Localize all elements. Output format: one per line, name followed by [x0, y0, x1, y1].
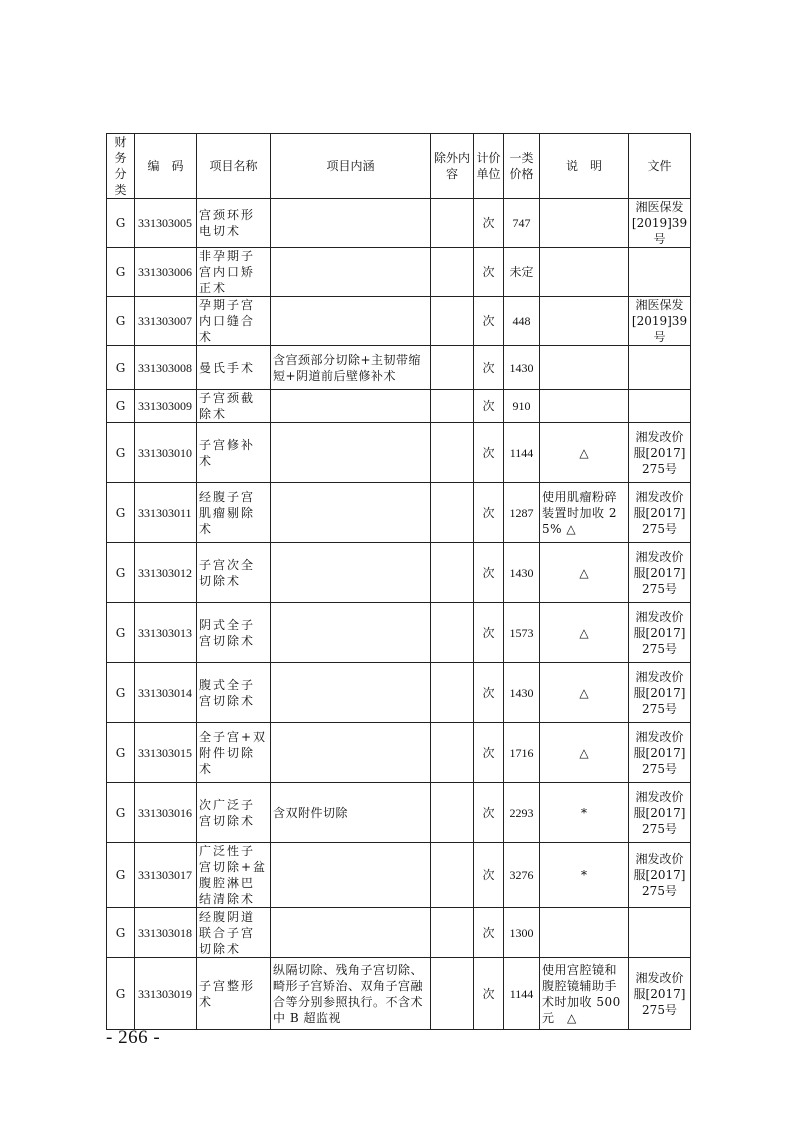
row-unit: 次 [474, 297, 504, 346]
table-row [107, 843, 691, 908]
row-category: G [107, 603, 135, 663]
row-name: 次广泛子宫切除术 [197, 783, 271, 843]
row-file: 湘发改价服[2017]275号 [629, 603, 691, 663]
row-note: △ [540, 423, 629, 483]
row-price: 2293 [504, 783, 540, 843]
row-content [271, 199, 431, 248]
row-code: 331303018 [135, 908, 197, 958]
row-note [540, 390, 629, 423]
row-exclusions [431, 346, 474, 390]
row-exclusions [431, 390, 474, 423]
table-row [107, 603, 691, 663]
row-note: △ [540, 603, 629, 663]
header-note: 说 明 [540, 134, 629, 199]
row-note [540, 346, 629, 390]
row-name: 广泛性子宫切除+盆腹腔淋巴结清除术 [197, 843, 271, 908]
row-code: 331303019 [135, 958, 197, 1030]
row-unit: 次 [474, 663, 504, 723]
table-row [107, 248, 691, 297]
row-file: 湘发改价服[2017]275号 [629, 783, 691, 843]
row-note [540, 248, 629, 297]
row-file: 湘发改价服[2017]275号 [629, 483, 691, 543]
row-category: G [107, 723, 135, 783]
table-row [107, 723, 691, 783]
header-unit: 计价单位 [474, 134, 504, 199]
row-content [271, 390, 431, 423]
row-price: 1716 [504, 723, 540, 783]
row-category: G [107, 297, 135, 346]
row-unit: 次 [474, 958, 504, 1030]
row-unit: 次 [474, 346, 504, 390]
row-price: 1300 [504, 908, 540, 958]
row-unit: 次 [474, 543, 504, 603]
table-row [107, 663, 691, 723]
row-content [271, 248, 431, 297]
row-file [629, 908, 691, 958]
row-category: G [107, 958, 135, 1030]
table-row [107, 390, 691, 423]
row-content: 含双附件切除 [271, 783, 431, 843]
row-exclusions [431, 843, 474, 908]
row-category: G [107, 543, 135, 603]
row-unit: 次 [474, 199, 504, 248]
row-price: 448 [504, 297, 540, 346]
header-content: 项目内涵 [271, 134, 431, 199]
row-file: 湘发改价服[2017]275号 [629, 958, 691, 1030]
row-price: 1430 [504, 663, 540, 723]
row-name: 阴式全子宫切除术 [197, 603, 271, 663]
row-name: 子宫整形术 [197, 958, 271, 1030]
header-name: 项目名称 [197, 134, 271, 199]
table-row [107, 199, 691, 248]
row-content [271, 543, 431, 603]
row-price: 747 [504, 199, 540, 248]
row-name: 全子宫+双附件切除术 [197, 723, 271, 783]
row-note: △ [540, 663, 629, 723]
table-row [107, 908, 691, 958]
row-price: 未定 [504, 248, 540, 297]
row-content [271, 723, 431, 783]
row-content [271, 843, 431, 908]
row-file: 湘医保发[2019]39号 [629, 199, 691, 248]
row-name: 宫颈环形电切术 [197, 199, 271, 248]
row-name: 经腹子宫肌瘤剔除术 [197, 483, 271, 543]
row-category: G [107, 908, 135, 958]
row-note: △ [540, 543, 629, 603]
row-note: * [540, 783, 629, 843]
row-unit: 次 [474, 908, 504, 958]
row-name: 腹式全子宫切除术 [197, 663, 271, 723]
row-note: △ [540, 723, 629, 783]
row-name: 曼氏手术 [197, 346, 271, 390]
table-row [107, 346, 691, 390]
row-exclusions [431, 297, 474, 346]
row-code: 331303008 [135, 346, 197, 390]
header-price: 一类价格 [504, 134, 540, 199]
row-code: 331303012 [135, 543, 197, 603]
row-name: 子宫修补术 [197, 423, 271, 483]
row-code: 331303014 [135, 663, 197, 723]
row-exclusions [431, 543, 474, 603]
row-price: 1573 [504, 603, 540, 663]
row-price: 3276 [504, 843, 540, 908]
row-note [540, 297, 629, 346]
row-category: G [107, 423, 135, 483]
row-exclusions [431, 723, 474, 783]
header-exclusions: 除外内容 [431, 134, 474, 199]
row-note: 使用肌瘤粉碎装置时加收 25% △ [540, 483, 629, 543]
row-name: 经腹阴道联合子宫切除术 [197, 908, 271, 958]
row-category: G [107, 390, 135, 423]
row-category: G [107, 843, 135, 908]
row-file: 湘发改价服[2017]275号 [629, 423, 691, 483]
row-exclusions [431, 423, 474, 483]
row-exclusions [431, 958, 474, 1030]
row-unit: 次 [474, 723, 504, 783]
row-category: G [107, 346, 135, 390]
row-price: 1287 [504, 483, 540, 543]
row-content [271, 423, 431, 483]
row-code: 331303005 [135, 199, 197, 248]
table-row [107, 543, 691, 603]
row-content [271, 297, 431, 346]
row-name: 非孕期子宫内口矫正术 [197, 248, 271, 297]
row-content: 含宫颈部分切除+主韧带缩短+阴道前后壁修补术 [271, 346, 431, 390]
row-name: 子宫次全切除术 [197, 543, 271, 603]
row-content [271, 483, 431, 543]
row-code: 331303016 [135, 783, 197, 843]
row-file [629, 390, 691, 423]
row-exclusions [431, 663, 474, 723]
row-unit: 次 [474, 248, 504, 297]
row-file: 湘发改价服[2017]275号 [629, 723, 691, 783]
row-content: 纵隔切除、残角子宫切除、畸形子宫矫治、双角子宫融合等分别参照执行。不含术中 B 超监视 [271, 958, 431, 1030]
row-category: G [107, 663, 135, 723]
header-category: 财务分类 [107, 134, 135, 199]
row-unit: 次 [474, 390, 504, 423]
row-code: 331303017 [135, 843, 197, 908]
page-number: - 266 - [106, 1027, 161, 1048]
row-note [540, 199, 629, 248]
row-category: G [107, 248, 135, 297]
row-price: 1144 [504, 423, 540, 483]
row-file [629, 346, 691, 390]
table-row [107, 483, 691, 543]
row-content [271, 663, 431, 723]
row-name: 孕期子宫内口缝合术 [197, 297, 271, 346]
row-exclusions [431, 783, 474, 843]
table-row [107, 423, 691, 483]
row-exclusions [431, 603, 474, 663]
row-exclusions [431, 908, 474, 958]
table-header-row [107, 134, 691, 199]
row-file: 湘发改价服[2017]275号 [629, 843, 691, 908]
row-price: 1144 [504, 958, 540, 1030]
table-row [107, 783, 691, 843]
row-file: 湘发改价服[2017]275号 [629, 543, 691, 603]
row-content [271, 603, 431, 663]
row-code: 331303013 [135, 603, 197, 663]
row-note: * [540, 843, 629, 908]
row-price: 1430 [504, 543, 540, 603]
row-file: 湘医保发[2019]39号 [629, 297, 691, 346]
row-content [271, 908, 431, 958]
row-unit: 次 [474, 483, 504, 543]
table-row [107, 297, 691, 346]
table-body [107, 199, 691, 1030]
row-price: 1430 [504, 346, 540, 390]
row-category: G [107, 199, 135, 248]
row-file [629, 248, 691, 297]
row-code: 331303011 [135, 483, 197, 543]
row-code: 331303010 [135, 423, 197, 483]
row-unit: 次 [474, 843, 504, 908]
row-code: 331303009 [135, 390, 197, 423]
row-code: 331303007 [135, 297, 197, 346]
row-exclusions [431, 483, 474, 543]
row-code: 331303006 [135, 248, 197, 297]
row-note [540, 908, 629, 958]
fee-table [106, 133, 691, 1030]
row-code: 331303015 [135, 723, 197, 783]
row-note: 使用宫腔镜和腹腔镜辅助手术时加收 500 元 △ [540, 958, 629, 1030]
row-unit: 次 [474, 423, 504, 483]
row-file: 湘发改价服[2017]275号 [629, 663, 691, 723]
row-exclusions [431, 199, 474, 248]
row-category: G [107, 483, 135, 543]
row-unit: 次 [474, 603, 504, 663]
header-file: 文件 [629, 134, 691, 199]
row-exclusions [431, 248, 474, 297]
row-name: 子宫颈截除术 [197, 390, 271, 423]
row-category: G [107, 783, 135, 843]
header-code: 编 码 [135, 134, 197, 199]
row-price: 910 [504, 390, 540, 423]
row-unit: 次 [474, 783, 504, 843]
table-row [107, 958, 691, 1030]
